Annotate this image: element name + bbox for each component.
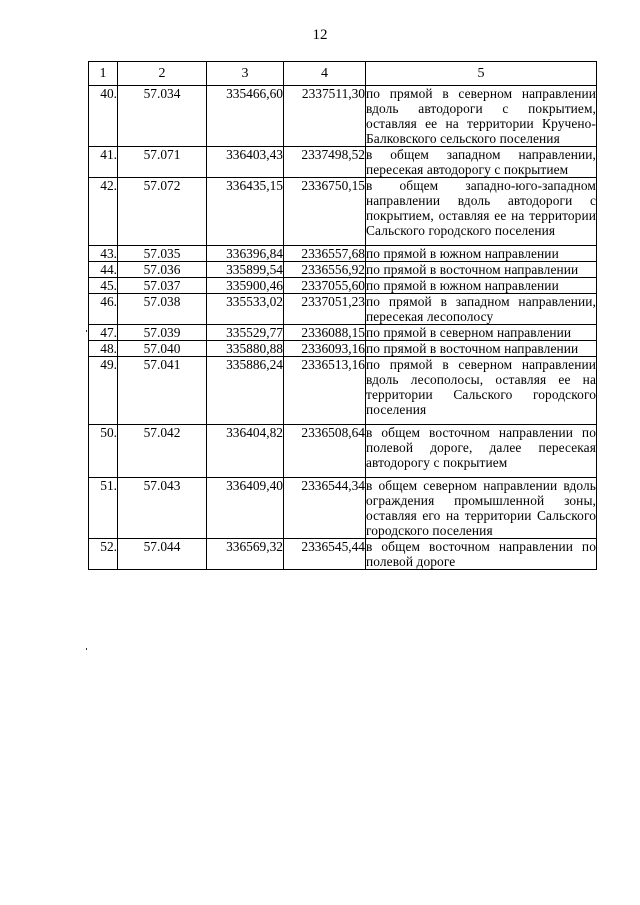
coordinate-x: 336569,32 (207, 539, 284, 570)
coordinate-x: 335899,54 (207, 262, 284, 278)
row-number: 45. (89, 278, 118, 294)
table-row (89, 278, 597, 294)
point-number: 57.072 (118, 178, 207, 246)
row-number: 40. (89, 86, 118, 147)
boundary-description: по прямой в северном направлении вдоль лесополосы, оставляя ее на территории Сальского городского поселения (366, 357, 597, 425)
boundary-description: по прямой в северном направлении вдоль автодороги с покрытием, оставляя ее на территории Кручено-Балковского сельского поселения (366, 86, 596, 146)
coordinate-y: 2336545,44 (284, 539, 366, 570)
table-row (89, 178, 597, 246)
row-number: 46. (89, 294, 118, 325)
row-number: 43. (89, 246, 118, 262)
boundary-description: в общем восточном направлении по полевой дороге (366, 539, 596, 569)
coordinate-x: 335533,02 (207, 294, 284, 325)
row-number: 49. (89, 357, 118, 425)
table-row (89, 325, 597, 341)
coordinate-x: 335880,88 (207, 341, 284, 357)
boundary-description: по прямой в западном направлении, пересекая лесополосу (366, 294, 596, 324)
coordinate-x: 335529,77 (207, 325, 284, 341)
point-number: 57.038 (118, 294, 207, 325)
table-row (89, 357, 597, 425)
point-number: 57.043 (118, 478, 207, 539)
coordinate-y: 2336093,16 (284, 341, 366, 357)
row-number: 42. (89, 178, 118, 246)
coordinate-y: 2336088,15 (284, 325, 366, 341)
point-number: 57.036 (118, 262, 207, 278)
table-row (89, 86, 597, 147)
row-number: 52. (89, 539, 118, 570)
boundary-points-table (88, 61, 597, 570)
coordinate-x: 335900,46 (207, 278, 284, 294)
coordinate-x: 336403,43 (207, 147, 284, 178)
coordinate-y: 2336556,92 (284, 262, 366, 278)
boundary-description: по прямой в восточном направлении (366, 341, 597, 357)
boundary-description: в общем восточном направлении по полевой дороге, далее пересекая автодорогу с покрытием (366, 425, 597, 478)
coordinate-y: 2337051,23 (284, 294, 366, 325)
boundary-description: по прямой в северном направлении (366, 325, 597, 341)
boundary-description: в общем северном направлении вдоль ограждения промышленной зоны, оставляя его на территории Сальского городского поселения (366, 478, 596, 538)
row-number: 47. (89, 325, 118, 341)
coordinate-y: 2337498,52 (284, 147, 366, 178)
row-number: 50. (89, 425, 118, 478)
margin-mark (86, 648, 87, 650)
point-number: 57.034 (118, 86, 207, 147)
point-number: 57.041 (118, 357, 207, 425)
coordinate-y: 2336544,34 (284, 478, 366, 539)
table-header-row (89, 62, 597, 86)
coordinate-x: 335466,60 (207, 86, 284, 147)
table-row (89, 478, 597, 539)
page-number: 12 (312, 27, 328, 43)
point-number: 57.039 (118, 325, 207, 341)
coordinate-y: 2336750,15 (284, 178, 366, 246)
table-row (89, 246, 597, 262)
margin-mark (86, 330, 87, 332)
boundary-description: по прямой в южном направлении (366, 246, 597, 262)
coordinate-y: 2337055,60 (284, 278, 366, 294)
boundary-description: по прямой в южном направлении (366, 278, 597, 294)
point-number: 57.035 (118, 246, 207, 262)
point-number: 57.042 (118, 425, 207, 478)
column-header: 2 (118, 62, 207, 86)
table-row (89, 262, 597, 278)
table-row (89, 539, 597, 570)
point-number: 57.044 (118, 539, 207, 570)
table-row (89, 147, 597, 178)
coordinate-y: 2337511,30 (284, 86, 366, 147)
column-header: 3 (207, 62, 284, 86)
column-header: 1 (89, 62, 118, 86)
point-number: 57.040 (118, 341, 207, 357)
row-number: 48. (89, 341, 118, 357)
point-number: 57.037 (118, 278, 207, 294)
table-row (89, 294, 597, 325)
row-number: 51. (89, 478, 118, 539)
coordinate-y: 2336508,64 (284, 425, 366, 478)
row-number: 44. (89, 262, 118, 278)
column-header: 5 (366, 62, 597, 86)
row-number: 41. (89, 147, 118, 178)
column-header: 4 (284, 62, 366, 86)
coordinate-x: 336396,84 (207, 246, 284, 262)
boundary-description: в общем западном направлении, пересекая автодорогу с покрытием (366, 147, 596, 177)
boundary-description: в общем западно-юго-западном направлении вдоль автодороги с покрытием, оставляя ее на территории Сальского городского поселения (366, 178, 597, 246)
coordinate-y: 2336557,68 (284, 246, 366, 262)
coordinate-y: 2336513,16 (284, 357, 366, 425)
coordinate-x: 335886,24 (207, 357, 284, 425)
table-row (89, 341, 597, 357)
table-row (89, 425, 597, 478)
boundary-description: по прямой в восточном направлении (366, 262, 597, 278)
coordinate-x: 336404,82 (207, 425, 284, 478)
coordinate-x: 336409,40 (207, 478, 284, 539)
coordinate-x: 336435,15 (207, 178, 284, 246)
point-number: 57.071 (118, 147, 207, 178)
